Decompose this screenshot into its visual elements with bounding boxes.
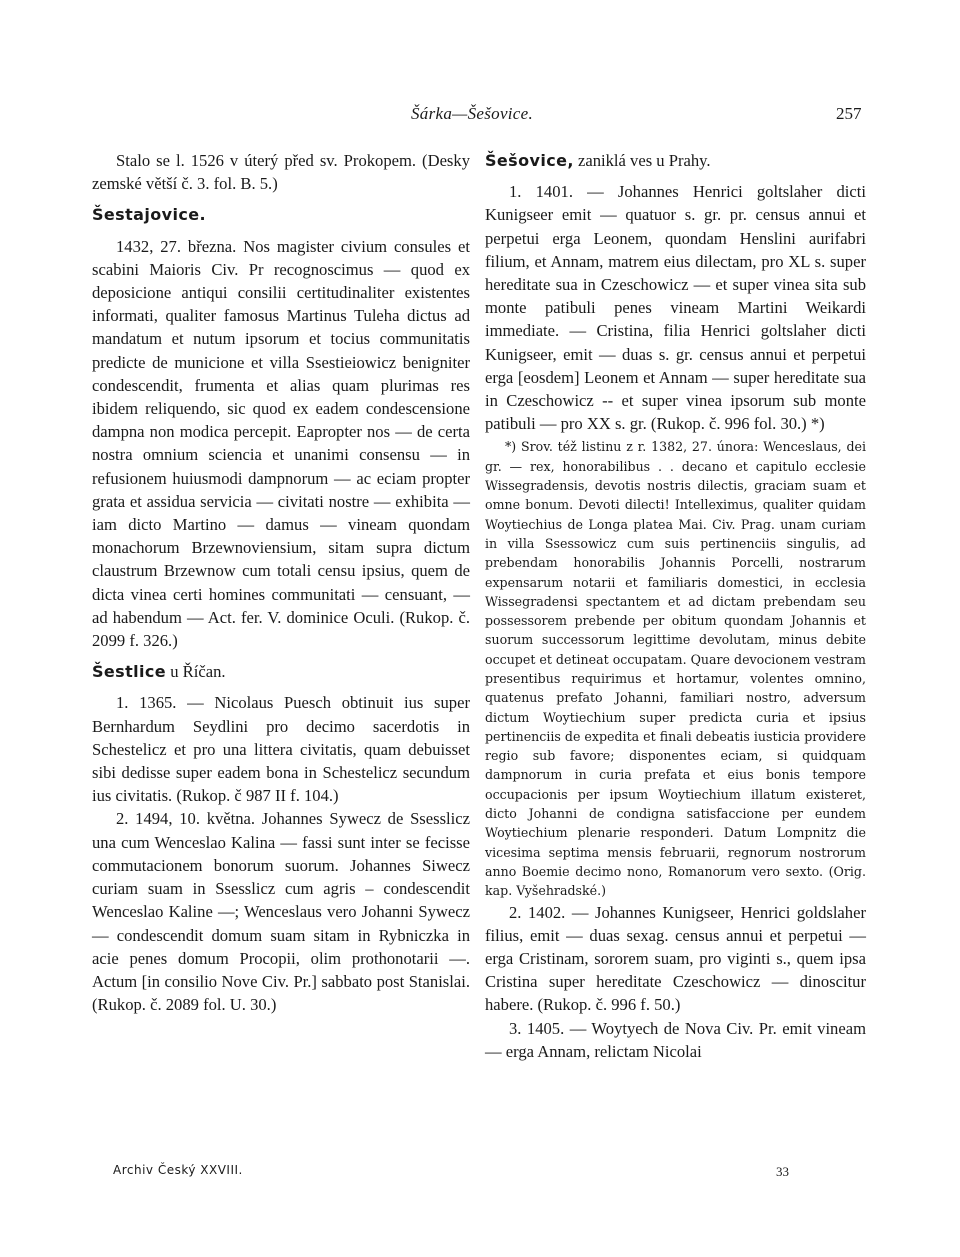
entry-heading-title: Šestlice <box>92 662 167 682</box>
entry-heading-title: Šešovice, <box>485 151 574 170</box>
right-column <box>485 149 866 1063</box>
page-number: 257 <box>836 104 862 123</box>
footnote-text: *) Srov. též listinu z r. 1382, 27. února: Wenceslaus, dei gr. — rex, honorabilibus . . decano et capitulo ecclesie Wissegradensis, devotis nostris dilectis, graciam suam et omne bonum. Devoti dilecti! Intelleximus, qualiter quidam Woytiechius de Longa platea Mai. Civ. Prag. unam curiam in villa Ssessowicz cum suis pertinenciis singulis, ad prebendam honorabilis Johannis Porcelli, nostrarum expensarum notarii et familiaris domestici, in ecclesia Wissegradensi spectantem et ad dictam prebendam seu possessorem prebende per obitum quondam Johannis et suorum successorum legittime devolutam, minus debite occupet et detineat occupatam. Quare devocionem vestram presentibus requirimus et hortamur, volentes omnino, quatenus prefato Johanni, familiari nostro, adversum dictum Woytiechium super predicta curia et ipsius pertinenciis de expedita et finali debeatis iusticia providere regio sub favore; disponentes eciam, si quidquam dampnorum in curia prefata et eius bonis tempore occupacionis per ipsum Woytiechium illatum existeret, dicto Johanni de condigna satisfaccione per eundem Woytiechium plenarie responderi. Datum Lompnitz die vicesima septima mensis februarii, regnorum nostrorum anno Boemie decimo nono, Romanorum vero sexto. (Orig. kap. Vyšehradské.) <box>485 439 866 899</box>
footnote <box>485 437 866 900</box>
running-head <box>0 104 960 128</box>
entry-heading-title: Šestajovice. <box>92 205 206 225</box>
footer-folio: 33 <box>776 1164 789 1179</box>
entry-heading-sestajovice <box>92 203 470 226</box>
entry-heading-suffix: u Říčan. <box>166 662 226 682</box>
running-title: Šárka—Šešovice. <box>411 104 534 123</box>
left-column <box>92 149 470 1016</box>
entry-paragraph: 2. 1402. — Johannes Kunigseer, Henrici goldslaher filius, emit — duas sexag. census annui et perpetui — erga Cristinam, sororem suam, pro viginti s., quem ipsa Cristina super hereditate Czeschowicz — dinoscitur habere. (Rukop. č. 996 f. 50.) <box>485 902 866 1015</box>
entry-paragraph: 3. 1405. — Woytyech de Nova Civ. Pr. emit vineam — erga Annam, relictam Nicolai <box>485 1018 866 1061</box>
footer-signature: Archiv Český XXVIII. <box>113 1163 243 1177</box>
intro-paragraph: Stalo se l. 1526 v úterý před sv. Prokopem. (Desky zemské větší č. 3. fol. B. 5.) <box>92 151 470 194</box>
entry-heading-sesovice <box>485 149 866 172</box>
entry-heading-sestlice <box>92 660 470 683</box>
entry-paragraph: 1. 1365. — Nicolaus Puesch obtinuit ius super Bernhardum Seydlini pro decimo sacerdotis in Schestelicz et pro una littera civitatis, quam debuisset sibi dedisse super eadem bona in Schestelicz secundum ius civitatis. (Rukop. č 987 II f. 104.) <box>92 693 470 806</box>
entry-heading-suffix: zaniklá ves u Prahy. <box>573 151 711 170</box>
entry-paragraph: 2. 1494, 10. května. Johannes Sywecz de Ssesslicz una cum Wenceslao Kalina — fassi sunt inter se fecisse commutacionem bonorum suorum. Johannes Siwecz curiam suam in Ssesslicz cum agris – condescendit Wenceslao Kaline —; Wenceslaus vero Johanni Sywecz — condescendit domum suam sitam in Rybniczka in acie penes domum Procopii, olim prothonotarii —. Actum [in consilio Nove Civ. Pr.] sabbato post Stanislai. (Rukop. č. 2089 fol. U. 30.) <box>92 809 470 1015</box>
entry-paragraph: 1. 1401. — Johannes Henrici goltslaher dicti Kunigseer emit — quatuor s. gr. pr. census annui et perpetui erga Leonem, quondam Henslini aurifabri filium, et Annam, matrem eius dilectam, pro XL s. super hereditate sua in Czeschowicz — et super vinea sita sub monte patibuli penes vineam Martini Weikardi immediate. — Cristina, filia Henrici goltslaher dicti Kunigseer, emit — duas s. gr. census annui et perpetui erga [eosdem] Leonem et Annam — super hereditate sua in Czeschowicz -- et super vinea ipsorum sub monte patibuli — pro XX s. gr. (Rukop. č. 996 fol. 30.) *) <box>485 182 866 434</box>
entry-paragraph: 1432, 27. března. Nos magister civium consules et scabini Maioris Civ. Pr recognoscimus — quod ex deposicione antiqui consilii certitudinaliter existentes informati, qualiter famosus Martinus Tuleha dictus ad mandatum et nutum ipsorum et tocius communitatis predicte de municione et villa Ssestieiowicz benigniter condescendit, frumenta et alias quam plurimas res ibidem reliquendo, sic quod ex eadem condescensione dampna non modica percepit. Eapropter nos — de certa nostra omnium sciencia et unanimi consensu — in refusionem huiusmodi dampnorum — ac eciam propter grata et assidua servicia — civitati nostre — exhibita — iam dicto Martino — damus — vineam quondam monachorum Brzewnoviensium, sitam supra dictum claustrum Brzewnow cum totali censu ipsius, quem de dicta vinea certi homines communitati — censuant, — ad habendum — Act. fer. V. dominice Oculi. (Rukop. č. 2099 f. 326.) <box>92 236 470 651</box>
